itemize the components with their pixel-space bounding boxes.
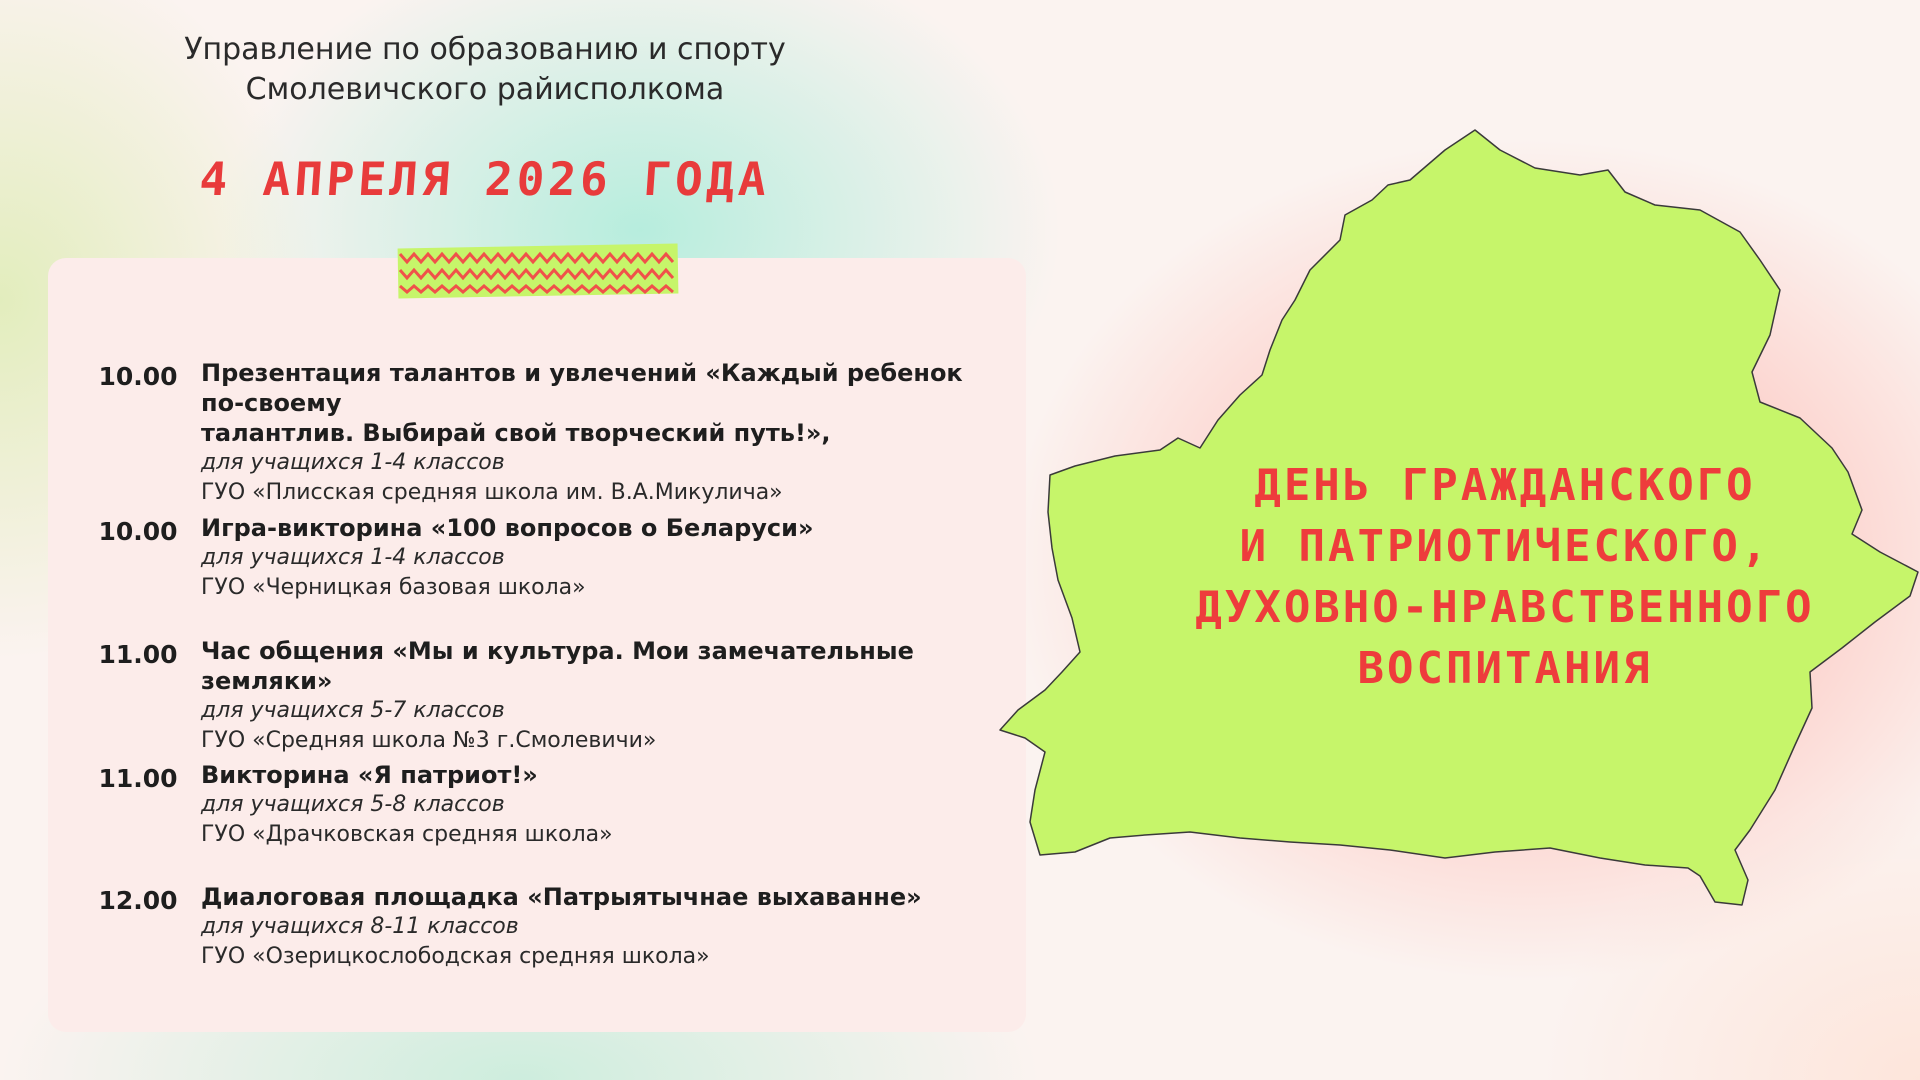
event-title: Диалоговая площадка «Патрыятычнае выхаванне» [201, 883, 922, 911]
event-audience: для учащихся 1-4 классов [201, 545, 505, 570]
main-title-line-3: ДУХОВНО-НРАВСТВЕННОГО [1195, 582, 1815, 633]
event-place: ГУО «Озерицкослободская средняя школа» [201, 944, 710, 969]
event-time: 12.00 [98, 886, 178, 915]
event-place: ГУО «Драчковская средняя школа» [201, 822, 613, 847]
event-place: ГУО «Плисская средняя школа им. В.А.Микулича» [201, 480, 783, 505]
main-title [1180, 455, 1830, 699]
main-title-line-4: ВОСПИТАНИЯ [1357, 643, 1653, 694]
event-title: Игра-викторина «100 вопросов о Беларуси» [201, 514, 814, 542]
event-date: 4 АПРЕЛЯ 2026 ГОДА [197, 152, 773, 206]
organization-line-2: Смолевичского райисполкома [245, 72, 725, 107]
event-audience: для учащихся 8-11 классов [201, 914, 519, 939]
main-title-line-2: И ПАТРИОТИЧЕСКОГО, [1239, 521, 1771, 572]
organization-line-1: Управление по образованию и спорту [184, 32, 786, 67]
event-time: 11.00 [98, 640, 178, 669]
event-audience: для учащихся 1-4 классов [201, 450, 505, 475]
event-title: Час общения «Мы и культура. Мои замечательные земляки» [201, 637, 914, 695]
main-title-line-1: ДЕНЬ ГРАЖДАНСКОГО [1254, 460, 1756, 511]
event-time: 10.00 [98, 517, 178, 546]
event-time: 11.00 [98, 764, 178, 793]
event-title: Презентация талантов и увлечений «Каждый ребенок по-своему талантлив. Выбирай свой творческий путь!», [201, 359, 963, 447]
event-title: Викторина «Я патриот!» [201, 761, 538, 789]
event-audience: для учащихся 5-8 классов [201, 792, 505, 817]
event-place: ГУО «Средняя школа №3 г.Смолевичи» [201, 728, 657, 753]
event-place: ГУО «Черницкая базовая школа» [201, 575, 586, 600]
event-audience: для учащихся 5-7 классов [201, 698, 505, 723]
event-time: 10.00 [98, 362, 178, 391]
